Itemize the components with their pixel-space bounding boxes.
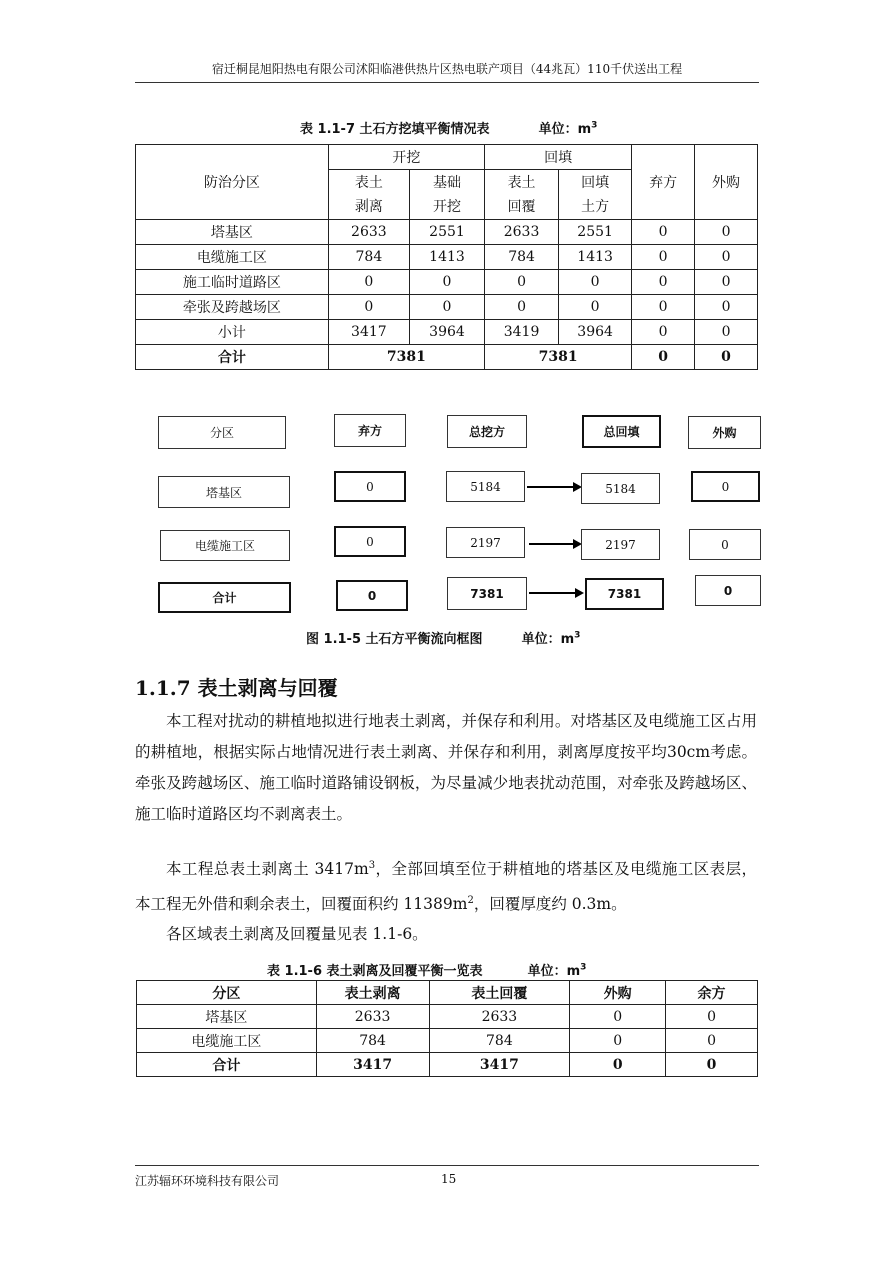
- table2-unit-sup: 3: [580, 962, 587, 973]
- page-header: 宿迁桐昆旭阳热电有限公司沭阳临港供热片区热电联产项目（44兆瓦）110千伏送出工程: [135, 60, 759, 83]
- flow-head-purchase: 外购: [688, 416, 761, 449]
- table1-unit: 单位：m: [538, 122, 592, 137]
- table-row: 塔基区 2633 2633 0 0: [137, 1005, 758, 1029]
- header-excavation: 开挖: [328, 145, 484, 170]
- flow-purchase-total: 0: [695, 575, 761, 606]
- table1-unit-sup: 3: [591, 120, 598, 131]
- table-row: 电缆施工区 784 1413 784 1413 0 0: [136, 245, 758, 270]
- table-row: 塔基区 2633 2551 2633 2551 0 0: [136, 220, 758, 245]
- flow-purchase-cable: 0: [689, 529, 761, 560]
- table-header-row: 分区 表土剥离 表土回覆 外购 余方: [137, 981, 758, 1005]
- flow-waste-cable: 0: [334, 526, 406, 557]
- flow-head-excavation: 总挖方: [447, 415, 527, 448]
- flow-arrow-tower: [527, 486, 580, 488]
- footer-company: 江苏辐环环境科技有限公司: [135, 1174, 280, 1188]
- header-topsoil-strip: 表土 剥离: [328, 170, 409, 220]
- figure-caption-text: 图 1.1-5 土石方平衡流向框图: [306, 632, 483, 647]
- header-purchase: 外购: [695, 145, 758, 220]
- figure-caption: [306, 628, 580, 647]
- flow-zone-total: 合计: [158, 582, 291, 613]
- flow-exc-cable: 2197: [446, 527, 525, 558]
- page-number: 15: [441, 1172, 457, 1186]
- flow-back-cable: 2197: [581, 529, 660, 560]
- flow-purchase-tower: 0: [691, 471, 760, 502]
- table1-caption: [300, 118, 597, 137]
- flow-head-waste: 弃方: [334, 414, 406, 447]
- flow-waste-total: 0: [336, 580, 408, 611]
- page-footer: [135, 1165, 759, 1189]
- flow-arrow-total: [529, 592, 582, 594]
- flow-zone-tower: 塔基区: [158, 476, 290, 508]
- table1-caption-text: 表 1.1-7 土石方挖填平衡情况表: [300, 122, 490, 137]
- header-backfill: 回填: [485, 145, 632, 170]
- flow-zone-cable: 电缆施工区: [160, 530, 290, 561]
- flow-waste-tower: 0: [334, 471, 406, 502]
- header-foundation: 基础 开挖: [409, 170, 484, 220]
- flow-head-zone: 分区: [158, 416, 286, 449]
- flow-back-tower: 5184: [581, 473, 660, 504]
- paragraph-3: 各区域表土剥离及回覆量见表 1.1-6。: [166, 925, 428, 943]
- subtotal-row: 小计 3417 3964 3419 3964 0 0: [136, 320, 758, 345]
- topsoil-balance-table: [136, 980, 758, 1077]
- flow-back-total: 7381: [585, 578, 664, 610]
- table2-caption-text: 表 1.1-6 表土剥离及回覆平衡一览表: [267, 964, 483, 979]
- section-title: 1.1.7 表土剥离与回覆: [135, 676, 338, 700]
- total-row: 合计 7381 7381 0 0: [136, 345, 758, 370]
- header-waste: 弃方: [632, 145, 695, 220]
- table2-unit: 单位：m: [527, 964, 581, 979]
- paragraph-1: 本工程对扰动的耕植地拟进行地表土剥离，并保存和利用。对塔基区及电缆施工区占用的耕植地，根据实际占地情况进行表土剥离、并保存和利用，剥离厚度按平均30cm考虑。牵张及跨越场区、施工临时道路铺设钢板，为尽量减少地表扰动范围，对牵张及跨越场区、施工临时道路区均不剥离表土。: [135, 712, 757, 823]
- total-row: 合计 3417 3417 0 0: [137, 1053, 758, 1077]
- flow-exc-total: 7381: [447, 577, 527, 610]
- earthwork-balance-table: [135, 144, 758, 370]
- flow-head-backfill: 总回填: [582, 415, 661, 448]
- figure-unit-sup: 3: [574, 630, 581, 641]
- table-row: 牵张及跨越场区 0 0 0 0 0 0: [136, 295, 758, 320]
- table-row: 施工临时道路区 0 0 0 0 0 0: [136, 270, 758, 295]
- header-zone: 防治分区: [136, 145, 329, 220]
- paragraph-2: 本工程总表土剥离土 $3417m^3$，全部回填至位于耕植地的塔基区及电缆施工区表层，本工程无外借和剩余表土，回覆面积约 $11389m^2$，回覆厚度约 0.3m。: [135, 860, 757, 914]
- header-backfill-earth: 回填 土方: [559, 170, 632, 220]
- flow-exc-tower: 5184: [446, 471, 525, 502]
- figure-unit: 单位：m: [521, 632, 575, 647]
- table-row: 电缆施工区 784 784 0 0: [137, 1029, 758, 1053]
- table2-caption: [267, 960, 586, 979]
- header-topsoil-cover: 表土 回覆: [485, 170, 559, 220]
- flow-arrow-cable: [529, 543, 580, 545]
